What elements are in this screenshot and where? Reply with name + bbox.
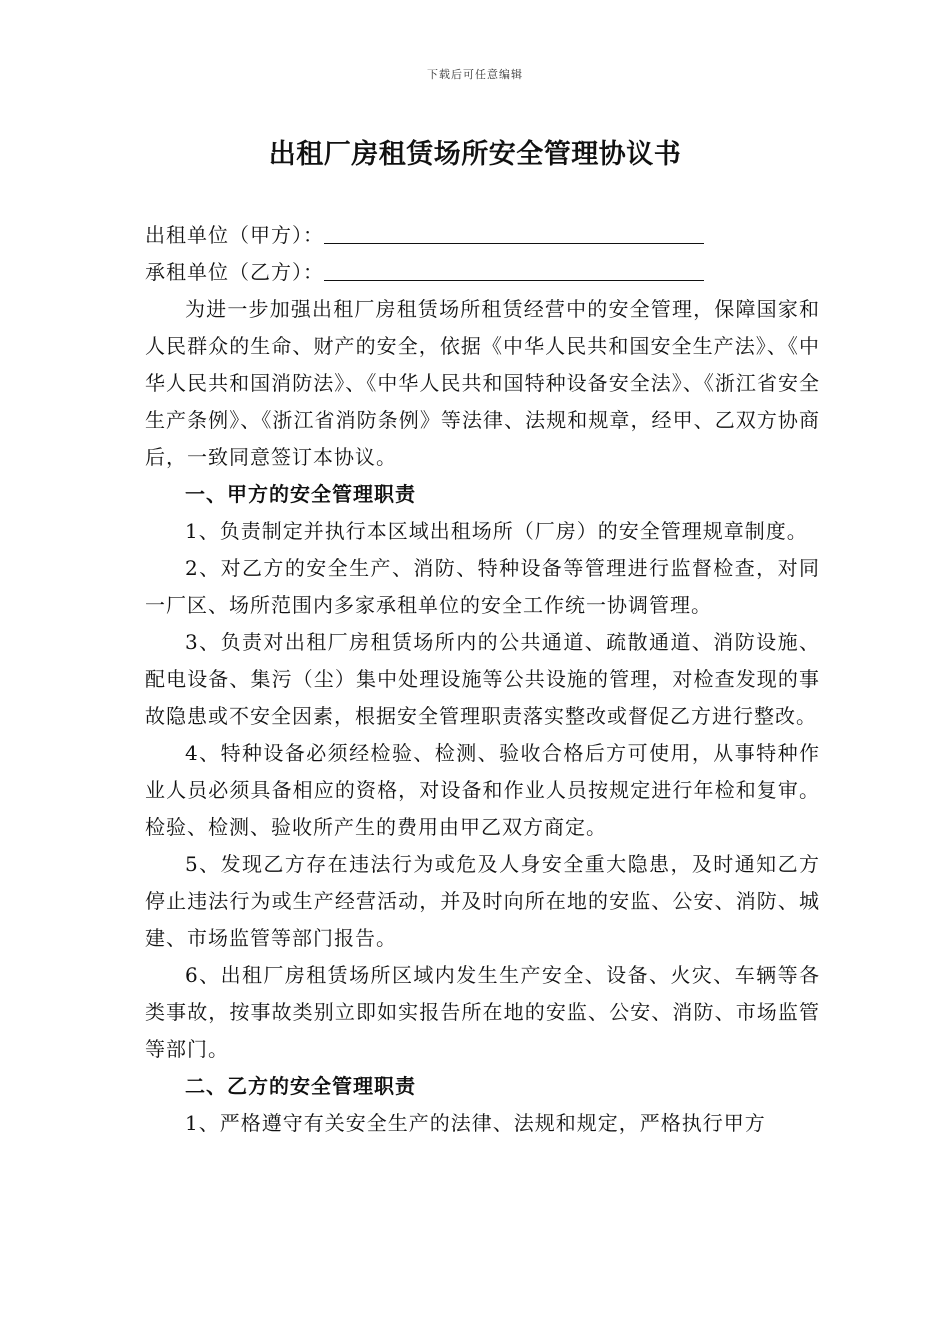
party-b-label: 承租单位（乙方）： (145, 260, 324, 284)
document-body (145, 217, 820, 1142)
section-1-item: 5、发现乙方存在违法行为或危及人身安全重大隐患，及时通知乙方停止违法行为或生产经营活动，并及时向所在地的安监、公安、消防、城建、市场监管等部门报告。 (145, 852, 820, 950)
section-1-item: 4、特种设备必须经检验、检测、验收合格后方可使用，从事特种作业人员必须具备相应的资格，对设备和作业人员按规定进行年检和复审。检验、检测、验收所产生的费用由甲乙双方商定。 (145, 741, 820, 839)
party-a-blank (324, 221, 704, 244)
section-1-heading: 一、甲方的安全管理职责 (185, 482, 416, 506)
section-1-item: 6、出租厂房租赁场所区域内发生生产安全、设备、火灾、车辆等各类事故，按事故类别立即如实报告所在地的安监、公安、消防、市场监管等部门。 (145, 963, 820, 1061)
party-a-line (145, 217, 820, 254)
section-2-item: 1、严格遵守有关安全生产的法律、法规和规定，严格执行甲方 (185, 1111, 766, 1135)
section-2-heading: 二、乙方的安全管理职责 (185, 1074, 416, 1098)
party-b-blank (324, 258, 704, 281)
section-1-item: 3、负责对出租厂房租赁场所内的公共通道、疏散通道、消防设施、配电设备、集污（尘）集中处理设施等公共设施的管理，对检查发现的事故隐患或不安全因素，根据安全管理职责落实整改或督促乙方进行整改。 (145, 630, 820, 728)
header-note: 下载后可任意编辑 (427, 68, 523, 81)
section-1-item: 1、负责制定并执行本区域出租场所（厂房）的安全管理规章制度。 (185, 519, 808, 543)
party-a-label: 出租单位（甲方）： (145, 223, 324, 247)
party-b-line (145, 254, 820, 291)
section-1-item: 2、对乙方的安全生产、消防、特种设备等管理进行监督检查，对同一厂区、场所范围内多家承租单位的安全工作统一协调管理。 (145, 556, 820, 617)
document-title: 出租厂房租赁场所安全管理协议书 (268, 139, 682, 170)
intro-paragraph: 为进一步加强出租厂房租赁场所租赁经营中的安全管理，保障国家和人民群众的生命、财产的安全，依据《中华人民共和国安全生产法》、《中华人民共和国消防法》、《中华人民共和国特种设备安全法》、《浙江省安全生产条例》、《浙江省消防条例》等法律、法规和规章，经甲、乙双方协商后，一致同意签订本协议。 (145, 297, 820, 469)
